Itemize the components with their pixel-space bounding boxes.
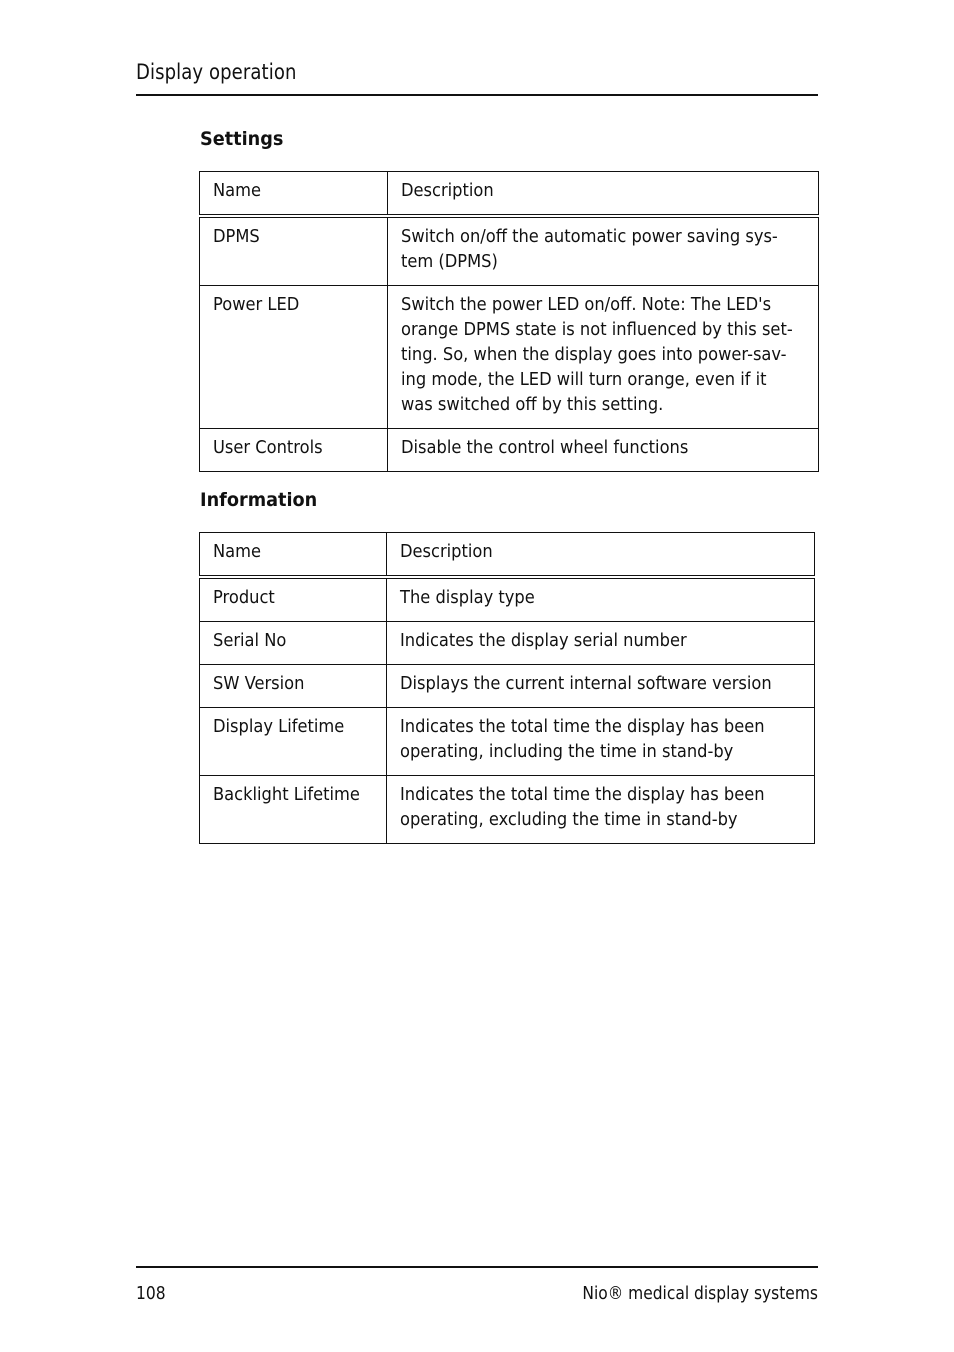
column-header-name: Name	[200, 172, 388, 217]
footer-product-name: Nio® medical display systems	[582, 1283, 818, 1304]
settings-table	[199, 171, 819, 472]
info-name: Product	[200, 577, 387, 622]
table-row	[200, 708, 815, 776]
setting-description: Switch on/off the automatic power saving sys- tem (DPMS)	[387, 216, 818, 286]
info-description: Displays the current internal software version	[386, 665, 814, 708]
setting-name: DPMS	[200, 216, 388, 286]
info-name: SW Version	[200, 665, 387, 708]
page-header	[136, 58, 818, 96]
page-number: 108	[136, 1283, 166, 1304]
chapter-title: Display operation	[136, 60, 297, 84]
settings-heading: Settings	[200, 128, 284, 150]
info-description: Indicates the total time the display has been operating, excluding the time in stand-by	[386, 776, 814, 844]
column-header-description: Description	[386, 533, 814, 578]
info-name: Serial No	[200, 622, 387, 665]
info-description: Indicates the total time the display has been operating, including the time in stand-by	[386, 708, 814, 776]
info-description: The display type	[386, 577, 814, 622]
setting-name: User Controls	[200, 429, 388, 472]
setting-description: Switch the power LED on/off. Note: The LED's orange DPMS state is not influenced by this set- ting. So, when the display goes into power-sav- ing mode, the LED will turn orange, even if it was switched off by this setting.	[387, 286, 818, 429]
table-header-row	[200, 172, 819, 217]
table-row	[200, 776, 815, 844]
information-table	[199, 532, 815, 844]
setting-name: Power LED	[200, 286, 388, 429]
setting-description: Disable the control wheel functions	[387, 429, 818, 472]
info-name: Backlight Lifetime	[200, 776, 387, 844]
column-header-description: Description	[387, 172, 818, 217]
column-header-name: Name	[200, 533, 387, 578]
table-header-row	[200, 533, 815, 578]
table-row	[200, 577, 815, 622]
table-row	[200, 286, 819, 429]
information-heading: Information	[200, 489, 318, 511]
table-row	[200, 216, 819, 286]
table-row	[200, 429, 819, 472]
table-row	[200, 622, 815, 665]
info-description: Indicates the display serial number	[386, 622, 814, 665]
info-name: Display Lifetime	[200, 708, 387, 776]
footer-divider	[136, 1266, 818, 1268]
table-row	[200, 665, 815, 708]
